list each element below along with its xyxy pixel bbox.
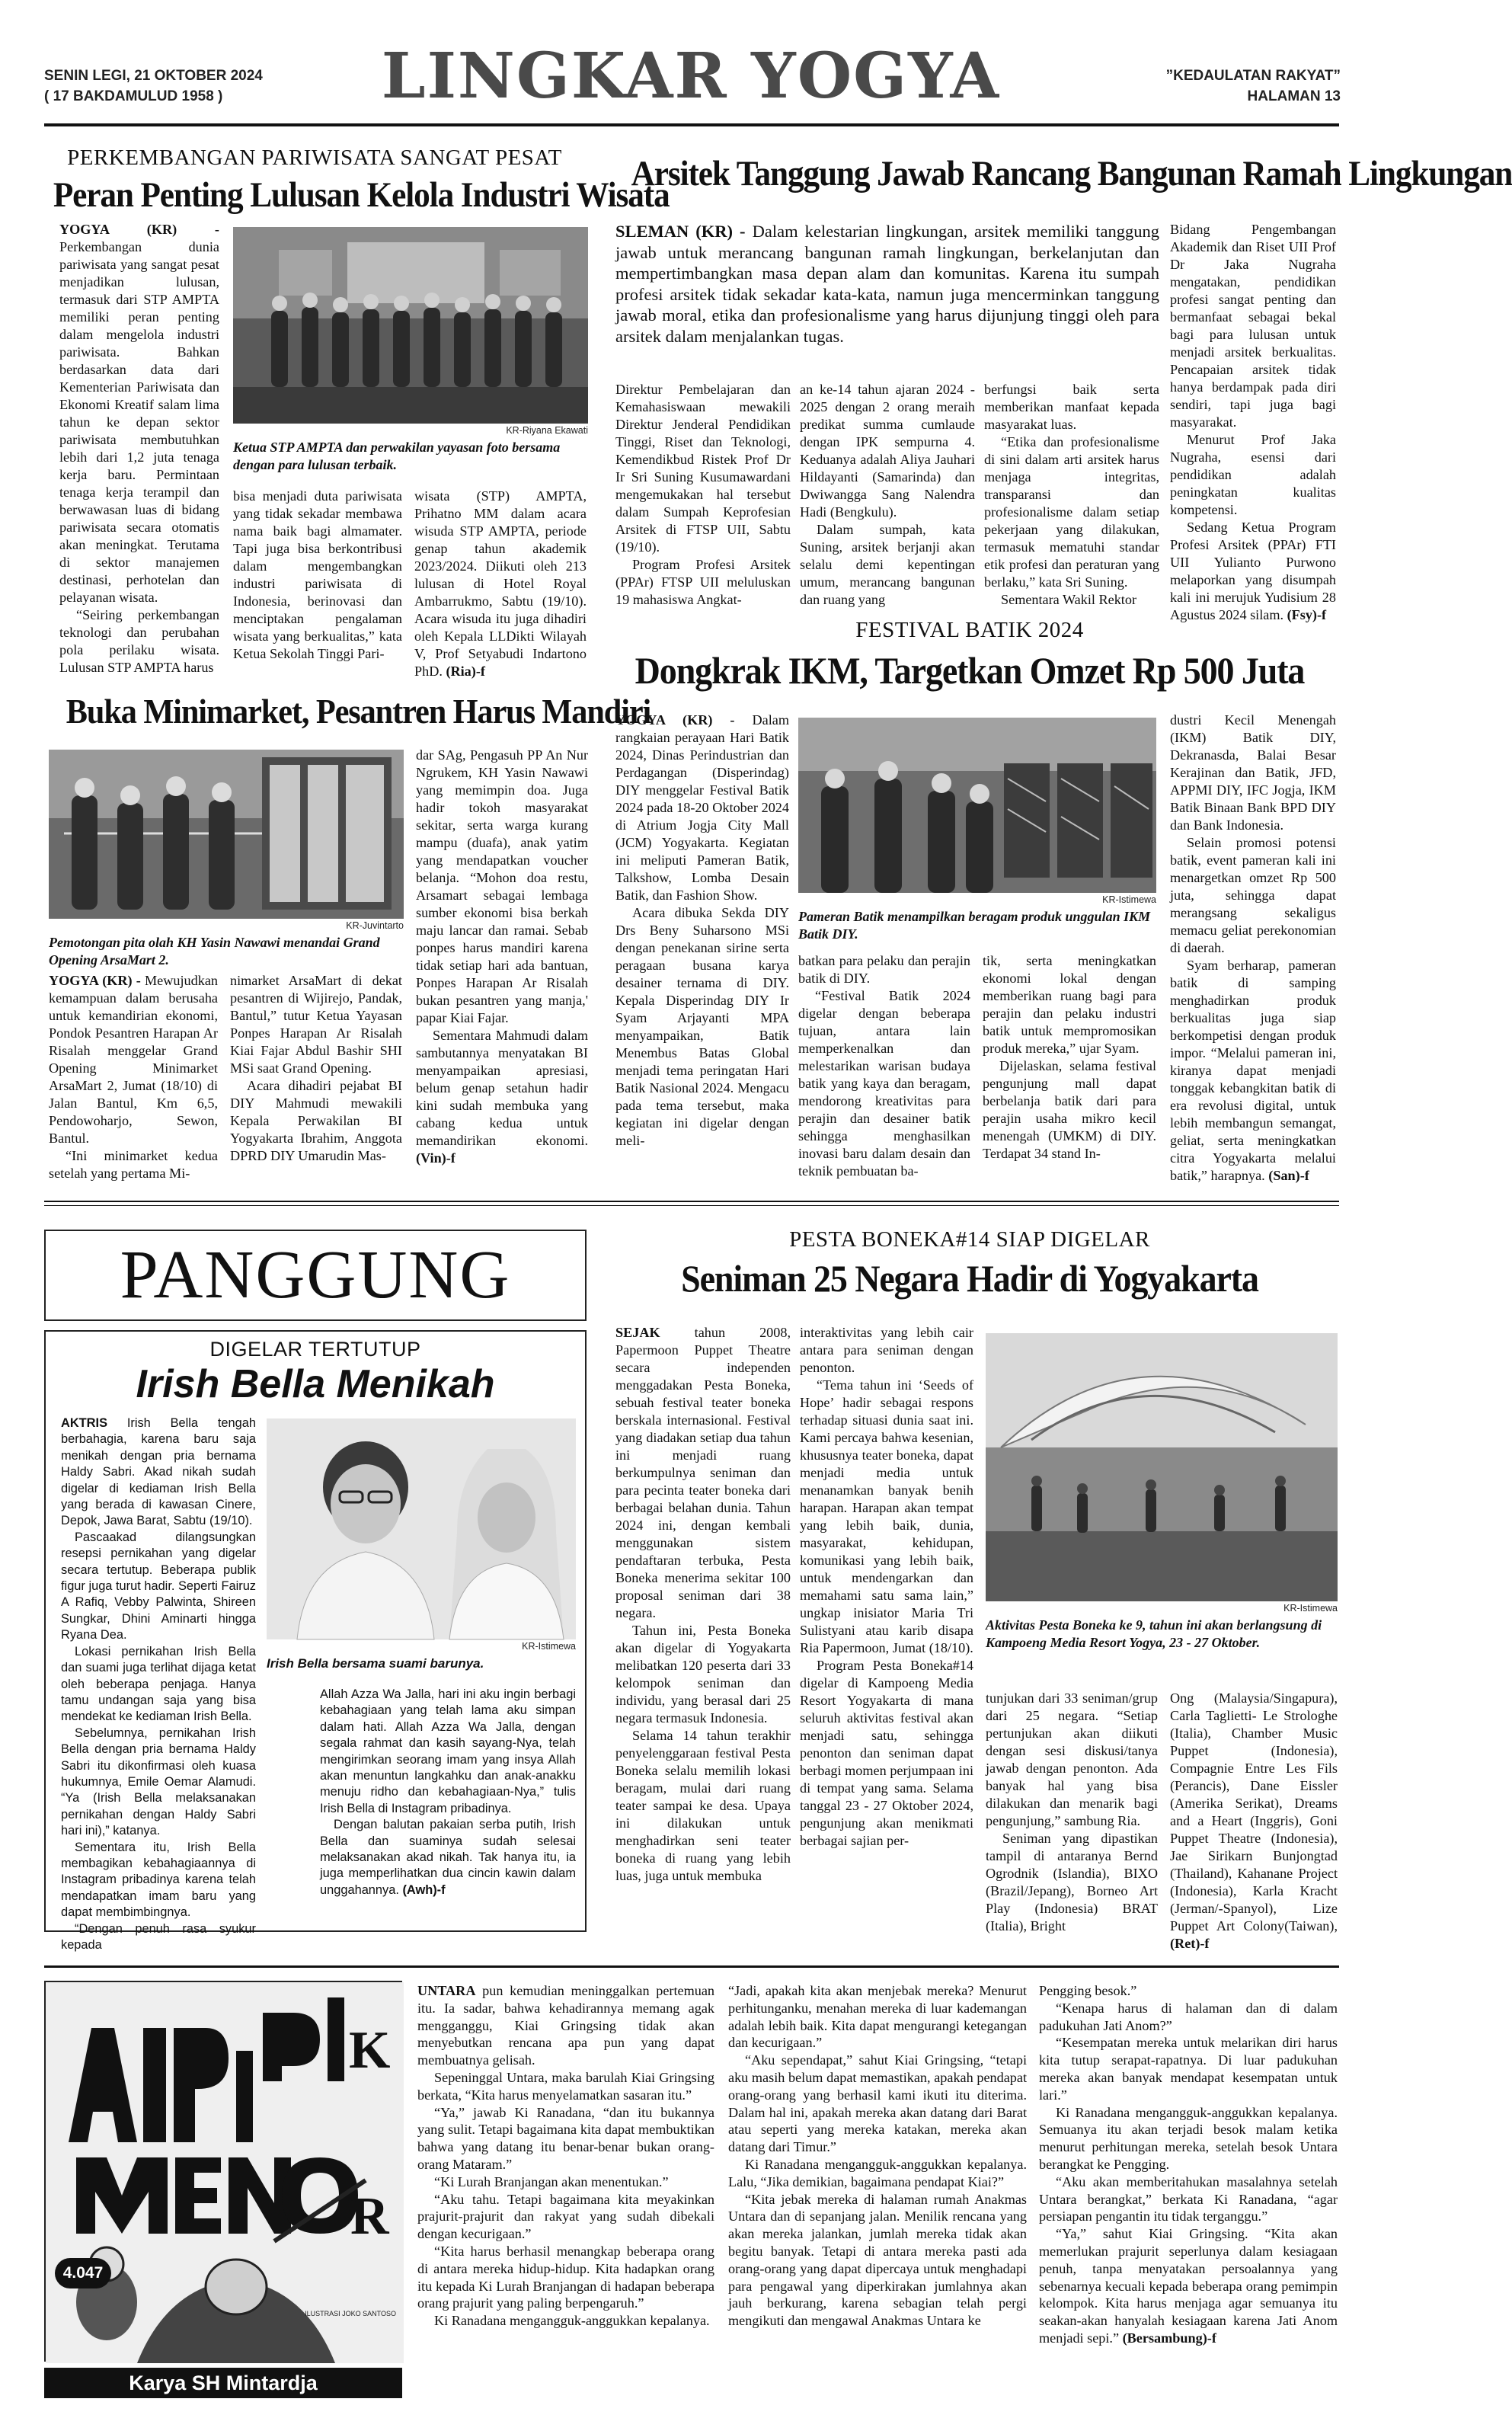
panggung-kicker: DIGELAR TERTUTUP [209,1338,421,1361]
page-number: HALAMAN 13 [1247,88,1341,104]
header-rule [44,123,1339,126]
article2-column-3: berfungsi baik serta memberikan manfaat kepada masyarakat luas. “Etika dan profesionalisme di sini dalam arti arsitek harus menjaga integritas, transparansi dan profesionalisme dalam setiap pekerjaan yang dilakukan, termasuk mematuhi standar etik profesi dan peraturan yang berlaku,” kata Sri Suning. Sementara Wakil Rektor [984,382,1159,607]
article4-dateline: YOGYA (KR) - [615,712,735,728]
svg-text:R: R [350,2187,389,2246]
article3-photo [49,750,404,919]
article2-dateline: SLEMAN (KR) - [615,222,746,241]
article2-headline: Arsitek Tanggung Jawab Rancang Bangunan Ramah Lingkungan [631,154,1512,194]
article3-caption: Pemotongan pita olah KH Yasin Nawawi menandai Grand Opening ArsaMart 2. [49,935,380,968]
paper-name: ”KEDAULATAN RAKYAT” [1165,68,1341,84]
article3-photo-credit: KR-Juvintarto [346,920,404,931]
article2-signature: (Fsy)-f [1287,607,1327,622]
article1-column-1: YOGYA (KR) - Perkembangan dunia pariwisata yang sangat pesat menjadikan lulusan, termasuk dari STP AMPTA memiliki peran penting dalam mengelola industri pariwisata. Bahkan berdasarkan data dari Kementerian Pariwisata dan Ekonomi Kreatif salam lima tahun ke depan sektor pariwisata membutuhkan lebih dari 1,2 juta tenaga kerja baru. Permintaan tenaga kerja terampil dan berwawasan luas di bidang pariwisata secara otomatis akan meningkat. Terutama di sektor manajemen destinasi, perhotelan dan pelayanan wisata. “Seiring perkembangan teknologi dan perubahan pola perilaku wisata. Lulusan STP AMPTA harus [59,222,219,675]
serial-illustrator-credit: ILUSTRASI JOKO SANTOSO [305,2310,396,2317]
serial-column-3: Pengging besok.” “Kenapa harus di halaman dan di dalam padukuhan Jati Anom?” “Kesempatan mereka untuk melarikan diri harus kita tutup serapat-rapatnya. Di luar padukuhan mereka akan banyak mendapat kesempatan untuk lari.” Ki Ranadana mengangguk-anggukkan kepalanya. Semuanya itu akan terjadi besok malam ketika menurut perhitungan mereka, setelah besok Untara berangkat ke Pengging. “Aku akan memberitahukan masalahnya setelah Untara berangkat,” berkata Ki Ranadana, “agar persiapan pengantin itu tidak terganggu.” “Ya,” sahut Kiai Gringsing. “Kita akan memerlukan prajurit seperlunya dalam kesiagaan penuh, tanpa menyatakan persoalannya yang sebenarnya kecuali kepada beberapa orang pemimpin kelompok. Kita harus menjaga agar semuanya itu seakan-akan hanyalah kesiagaan karena Jati Anom menjadi sepi.” (Bersambung)-f [1039,1983,1338,2346]
article4-column-2: batkan para pelaku dan perajin batik di DIY. “Festival Batik 2024 digelar dengan beberapa tujuan, antara lain memperkenalkan dan melestarikan warisan budaya batik yang kaya dan beragam, mendorong kreativitas para perajin dan desainer batik sehingga menghasilkan inovasi baru dalam desain dan teknik pembuatan ba- [798,953,970,1179]
serial-illustration [44,1981,402,2362]
article3-column-2: nimarket ArsaMart di dekat pesantren di Wijirejo, Pandak, Bantul,” tutur Ketua Yayasan Ponpes Harapan Ar Risalah Kiai Fajar Abdul Bashir SHI MSi saat Grand Opening. Acara dihadiri pejabat BI DIY Mahmudi mewakili Kepala Perwakilan BI Yogyakarta Ibrahim, Anggota DPRD DIY Umarudin Mas- [230,973,402,1163]
article3-signature: (Vin)-f [416,1150,456,1166]
section-rule-1b [44,1205,1339,1206]
article4-column-3: tik, serta meningkatkan ekonomi lokal dengan memberikan ruang bagi para perajin dan pelaku industri batik untuk mempromosikan produk mereka,” ujar Syam. Dijelaskan, selama festival pengunjung mall dapat berbelanja batik dari para perajin usaha mikro kecil menengah (UMKM) di DIY. Terdapat 34 stand In- [983,953,1156,1161]
article4-photo [798,718,1156,893]
article2-column-4: Bidang Pengembangan Akademik dan Riset UII Prof Dr Jaka Nugraha mengatakan, pendidikan profesi sangat penting dan bermanfaat sebagai bekal bagi para lulusan untuk menjadi arsitek berkualitas. Pencapaian arsitek tidak hanya berdampak pada diri sendiri, tapi juga bagi masyarakat. Menurut Prof Jaka Nugraha, esensi dari pendidikan adalah peningkatan kualitas kompetensi. Sedang Ketua Program Profesi Arsitek (PPAr) FTI UII Yulianto Purwono melaporkan yang disumpah kali ini merujuk Yudisium 28 Agustus 2024 silam. (Fsy)-f [1170,222,1336,622]
section-rule-1 [44,1201,1339,1202]
serial-column-2: “Jadi, apakah kita akan menjebak mereka? Menurut perhitunganku, menahan mereka di luar kademangan adalah lebih baik. Kita dapat mengurangi ketegangan dan kecurigaan.” “Aku sependapat,” sahut Kiai Gringsing, “tetapi aku masih belum dapat memastikan, apakah pendapat orang-orang yang berhasil kami ikuti itu diterima. Dalam hal ini, apakah mereka akan datang dari Barat atau seperti yang mereka katakan, mereka akan datang dari Timur.” Ki Ranadana mengangguk-anggukkan kepalanya. Lalu, “Jika demikian, bagaimana pendapat Kiai?” “Kita jebak mereka di halaman rumah Anakmas Untara dan di sepanjang jalan. Menilik rencana yang akan mereka jalankan, jumlah mereka tidak akan begitu banyak. Tetapi di antara mereka pasti ada orang-orang yang dapat dipercaya untuk menghadapi para pengawal yang diperkirakan jumlahnya akan jauh berkurang, karena sebagian telah pergi mengikuti dan mengawal Anakmas Untara ke [728,1983,1027,2329]
article3-column-3: dar SAg, Pengasuh PP An Nur Ngrukem, KH Yasin Nawawi yang memimpin doa. Juga hadir tokoh masyarakat sekitar, serta warga kurang mampu (duafa), anak yatim yang mendapatkan voucher belanja. “Mohon doa restu, Arsamart sebagai lembaga sumber ekonomi bisa berkah maju lancar dan ramai. Sebab ponpes harus mandiri karena tidak setiap hari ada bantuan, Ponpes Harapan Ar Risalah bukan pesantren yang manja,' papar Kiai Fajar. Sementara Mahmudi dalam sambutannya menyatakan BI menyampaikan apresiasi, belum genap setahun hadir kini sudah membuka yang cabang kedua untuk memandirikan ekonomi. (Vin)-f [416,747,588,1166]
article3-column-1: YOGYA (KR) - Mewujudkan kemampuan dalam berusaha untuk kemandirian ekonomi, Pondok Pesantren Harapan Ar Risalah menggelar Grand Opening Minimarket ArsaMart 2, Jumat (18/10) di Jalan Bantul, Km 6,5, Pendowoharjo, Sewon, Bantul. “Ini minimarket kedua setelah yang pertama Mi- [49,973,218,1181]
article3-dateline: YOGYA (KR) - [49,973,141,988]
serial-column-1: UNTARA pun kemudian meninggalkan pertemuan itu. Ia sadar, bahwa kehadirannya memang agak mengganggu, Kiai Gringsing tidak akan menyebutkan rencana apa pun yang dapat membuatnya gelisah. Sepeninggal Untara, maka barulah Kiai Gringsing berkata, “Kita harus menyelamatkan sasaran itu.” “Ya,” jawab Ki Ranadana, “dan itu bukannya yang sulit. Tetapi bagaimana kita dapat membuktikan bahwa yang datang itu benar-benar bukan orang-orang Mataram.” “Ki Lurah Branjangan akan menentukan.” “Aku tahu. Tetapi bagaimana kita meyakinkan prajurit-prajurit dan rakyat yang sudah dibekali dengan kecurigaan.” “Kita harus berhasil menangkap beberapa orang di antara mereka hidup-hidup. Kita hadapkan orang itu kepada Ki Lurah Branjangan di hadapan beberapa orang prajurit yang paling berpengaruh.” Ki Ranadana mengangguk-anggukkan kepalanya. [417,1983,714,2329]
article5-photo-credit: KR-Istimewa [1283,1603,1338,1614]
article1-dateline: YOGYA (KR) - [59,222,219,237]
article5-column-2: interaktivitas yang lebih cair antara para seniman dengan penonton. “Tema tahun ini ‘Seeds of Hope’ hadir sebagai respons terhadap situasi dunia saat ini. Kami percaya bahwa kesenian, khususnya teater boneka, dapat menjadi media untuk menanamkan banyak benih harapan. Harapan akan tempat yang lebih baik, dunia, masyarakat, kehidupan, komunikasi yang lebih baik, untuk mendengarkan dan memahami satu sama lain,” ungkap inisiator Maria Tri Sulistyani atau karib disapa Ria Papermoon, Jumat (18/10). Program Pesta Boneka#14 digelar di Kampoeng Media Resort Yogyakarta di mana seluruh aktivitas festival akan menjadi satu, sehingga penonton dan seniman dapat berbagi momen perjumpaan ini di tempat yang sama. Selama tanggal 23 - 27 Oktober 2024, pengunjung akan menikmati berbagai sajian per- [800,1325,973,1848]
article4-signature: (San)-f [1268,1168,1309,1183]
serial-lead-name: UNTARA [417,1983,476,1998]
article5-photo [986,1333,1338,1601]
panggung-column-2: Allah Azza Wa Jalla, hari ini aku ingin berbagi kebahagiaan yang telah lama aku simpan dalam hati. Allah Azza Wa Jalla, dengan segala rahmat dan kasih sayang-Nya, telah mengirimkan seorang imam yang insya Allah akan menuntun langkahku dan anak-anakku menuju ridho dan kebahagiaan-Nya,” tulis Irish Bella di Instagram pribadinya. Dengan balutan pakaian serba putih, Irish Bella dan suaminya sudah selesai melaksanakan akad nikah. Tak hanya itu, ia juga memperlihatkan dua cincin kawin dalam unggahannya. (Awh)-f [320,1687,576,1897]
panggung-signature: (Awh)-f [402,1882,446,1897]
serial-title-art-letter-k: K [349,2021,391,2080]
article5-column-3: tunjukan dari 33 seniman/grup dari 25 negara. “Setiap pertunjukan akan diikuti dengan sesi diskusi/tanya jawab dengan penonton. Ada banyak hal yang bisa dilakukan dan menarik bagi pengunjung,” sambung Ria. Seniman yang dipastikan tampil di antaranya Bernd Ogrodnik (Islandia), BIXO (Brazil/Jepang), Borneo Art Play (Indonesia) BRAT (Italia), Bright [986,1690,1158,1933]
header-date-block [44,66,364,107]
serial-signature: (Bersambung)-f [1122,2330,1216,2346]
article1-caption: Ketua STP AMPTA dan perwakilan yayasan foto bersama dengan para lulusan terbaik. [233,440,561,472]
article4-photo-credit: KR-Istimewa [1102,894,1156,905]
article1-signature: (Ria)-f [446,664,485,679]
article2-lead: SLEMAN (KR) - Dalam kelestarian lingkungan, arsitek memiliki tanggung jawab untuk merancang bangunan ramah lingkungan, berkelanjutan dan mempertimbangkan masa depan alam dan komunitas. Karena itu sumpah profesi arsitek tidak sekadar kata-kata, namun juga mencerminkan tanggung jawab moral, etika dan profesionalisme yang harus dijunjung tinggi oleh para arsitek dalam menjalankan tugas. [615,222,1159,346]
panggung-banner [44,1230,587,1321]
article5-kicker: PESTA BONEKA#14 SIAP DIGELAR [789,1227,1150,1252]
article1-photo [233,227,588,424]
issue-date: SENIN LEGI, 21 OKTOBER 2024 [44,68,263,84]
article1-headline: Peran Penting Lulusan Kelola Industri Wisata [53,175,670,215]
article5-headline: Seniman 25 Negara Hadir di Yogyakarta [681,1257,1258,1300]
header-paper-block [1082,66,1341,107]
panggung-column-1: AKTRIS Irish Bella tengah berbahagia, karena baru saja menikah dengan pria bernama Haldy Sabri. Akad nikah sudah digelar di kediaman Irish Bella yang berada di kawasan Cinere, Depok, Jawa Barat, Sabtu (19/10). Pascaakad dilangsungkan resepsi pernikahan yang digelar secara tertutup. Beberapa publik figur juga turut hadir. Seperti Fairuz A Rafiq, Vebby Palwinta, Shireen Sungkar, Dhini Aminarti hingga Ryana Dea. Lokasi pernikahan Irish Bella dan suami juga terlihat dijaga ketat oleh beberapa penjaga. Hanya tamu undangan saja yang bisa mendekat ke kediaman Irish Bella. Sebelumnya, pernikahan Irish Bella dengan pria bernama Haldy Sabri itu dikonfirmasi oleh kuasa hukumnya, Emile Oemar Alamudi. “Ya (Irish Bella melaksanakan pernikahan dengan Haldy Sabri hari ini),” katanya. Sementara itu, Irish Bella membagikan kebahagiaannya di Instagram pribadinya karena telah mendapatkan imam baru yang dapat membimbingnya. “Dengan penuh rasa syukur kepada [61,1416,257,1952]
serial-episode-badge: 4.047 [55,2258,111,2288]
section-rule-2 [44,1965,1339,1968]
article4-column-1: YOGYA (KR) - Dalam rangkaian perayaan Hari Batik 2024, Dinas Perindustrian dan Perdagangan (Disperindag) DIY menggelar Festival Batik 2024 pada 18-20 Oktober 2024 di Atrium Jogja City Mall (JCM) Yogyakarta. Kegiatan ini meliputi Pameran Batik, Talkshow, Lomba Desain Batik, dan Fashion Show. Acara dibuka Sekda DIY Drs Beny Suharsono MSi dengan penekanan sirine serta peragaan busana karya desainer ternama di DIY. Kepala Disperindag DIY Ir Syam Arjayanti MPA menyampaikan, Batik Menembus Batas Global menjadi tema peringatan Hari Batik Nasional 2024. Mengacu pada tema tersebut, maka kegiatan ini digelar dengan meli- [615,712,789,1148]
article4-column-4: dustri Kecil Menengah (IKM) Batik DIY, Dekranasda, Balai Besar Kerajinan dan Batik, JFD, APPMI DIY, IFC Jogja, IKM Batik Binaan Bank BPD DIY dan Bank Indonesia. Selain promosi potensi batik, event pameran kali ini menargetkan omzet Rp 500 juta, sehingga dapat merangsang sekaligus memacu geliat perekonomian di daerah. Syam berharap, pameran batik di samping menghadirkan produk berkualitas juga siap berkompetisi dengan produk impor. “Melalui pameran ini, kiranya dapat menjadi tonggak kebangkitan batik di era revolusi digital, untuk lebih membangun semangat, geliat, serta meningkatkan citra Yogyakarta melalui batik,” harapnya. (San)-f [1170,712,1336,1183]
article5-column-4: Ong (Malaysia/Singapura), Carla Taglietti- Le Strologhe (Italia), Chamber Music Puppet (Indonesia), Compagnie Entre Les Fils (Perancis), Dane Eissler (Amerika Serikat), Dreams and a Heart (Inggris), Goni Puppet Theatre (Indonesia), Jae Sirikarn Bunjongtad (Thailand), Kahanane Project (Indonesia), Karla Kracht (Jerman/-Spanyol), Lize Puppet Art Colony(Taiwan), (Ret)-f [1170,1690,1338,1951]
article4-kicker: FESTIVAL BATIK 2024 [855,618,1084,642]
article1-photo-credit: KR-Riyana Ekawati [506,425,588,436]
article5-column-1: SEJAK tahun 2008, Papermoon Puppet Theatre secara independen menggadakan Pesta Boneka, sebuah festival teater boneka berskala internasional. Festival yang diadakan setiap dua tahun ini menjadi ruang berkumpulnya seniman dan para pecinta teater boneka dari berbagai belahan dunia. Tahun 2024 ini, dengan kembali menggunakan sistem pendaftaran terbuka, Pesta Boneka menerima sekitar 100 proposal seniman dari 38 negara. Tahun ini, Pesta Boneka akan digelar di Yogyakarta melibatkan 120 peserta dari 33 kelompok seniman dan individu, yang berasal dari 25 negara termasuk Indonesia. Selama 14 tahun terakhir penyelenggaraan festival Pesta Boneka selalu memilih lokasi beragam, mulai dari ruang teater sampai ke desa. Upaya ini dilakukan untuk menghadirkan seni teater boneka di ruang yang lebih luas, juga untuk membuka [615,1325,791,1883]
article5-caption: Aktivitas Pesta Boneka ke 9, tahun ini akan berlangsung di Kampoeng Media Resort Yogya, 23 - 27 Oktober. [986,1617,1322,1650]
panggung-dateline: AKTRIS [61,1416,108,1430]
panggung-caption: Irish Bella bersama suami barunya. [267,1656,484,1671]
article2-column-1: Direktur Pembelajaran dan Kemahasiswaan mewakili Direktur Jenderal Pendidikan Tinggi, Riset dan Teknologi, Kemendikbud Ristek Prof Dr Ir Sri Suning Kusumawardani mengemukakan hal tersebut dalam Sumpah Keprofesian Arsitek di FTSP UII, Sabtu (19/10). Program Profesi Arsitek (PPAr) FTSP UII meluluskan 19 mahasiswa Angkat- [615,382,791,607]
article1-kicker: PERKEMBANGAN PARIWISATA SANGAT PESAT [67,146,562,170]
issue-hijri-date: ( 17 BAKDAMULUD 1958 ) [44,88,223,104]
masthead-title: LINGKAR YOGYA [381,40,1001,113]
article4-caption: Pameran Batik menampilkan beragam produk unggulan IKM Batik DIY. [798,909,1151,942]
article1-column-2: bisa menjadi duta pariwisata yang tidak sekadar membawa nama baik bagi almamater. Tapi juga bisa berkontribusi dalam mengembangkan industri pariwisata di Indonesia, berinovasi dan menciptakan pengalaman wisata yang berkualitas,” kata Ketua Sekolah Tinggi Pari- [233,488,402,661]
panggung-photo [267,1418,576,1639]
article1-column-3: wisata (STP) AMPTA, Prihatno MM dalam acara wisuda STP AMPTA, periode genap tahun akademik 2023/2024. Diikuti oleh 213 lulusan di Hotel Royal Ambarrukmo, Sabtu (19/10). Acara wisuda itu juga dihadiri oleh Kepala LLDikti Wilayah V, Prof Setyabudi Indartono PhD. (Ria)-f [414,488,587,679]
article3-headline: Buka Minimarket, Pesantren Harus Mandiri [66,692,651,731]
article5-dateline: SEJAK [615,1325,660,1340]
serial-author-banner: Karya SH Mintardja [44,2368,402,2398]
panggung-title: PANGGUNG [120,1237,511,1313]
article2-column-2: an ke-14 tahun ajaran 2024 - 2025 dengan 2 orang meraih predikat summa cumlaude dengan IPK sempurna 4. Keduanya adalah Aliya Jauhari Hildayanti (Samarinda) dan Dwiwangga Sang Nalendra Hadi (Bengkulu). Dalam sumpah, kata Suning, arsitek berjanji akan selalu demi kepentingan umum, merancang bangunan dan ruang yang [800,382,975,607]
panggung-headline: Irish Bella Menikah [136,1362,495,1406]
article4-headline: Dongkrak IKM, Targetkan Omzet Rp 500 Juta [635,649,1305,692]
article5-signature: (Ret)-f [1170,1936,1210,1951]
panggung-photo-credit: KR-Istimewa [522,1641,576,1652]
